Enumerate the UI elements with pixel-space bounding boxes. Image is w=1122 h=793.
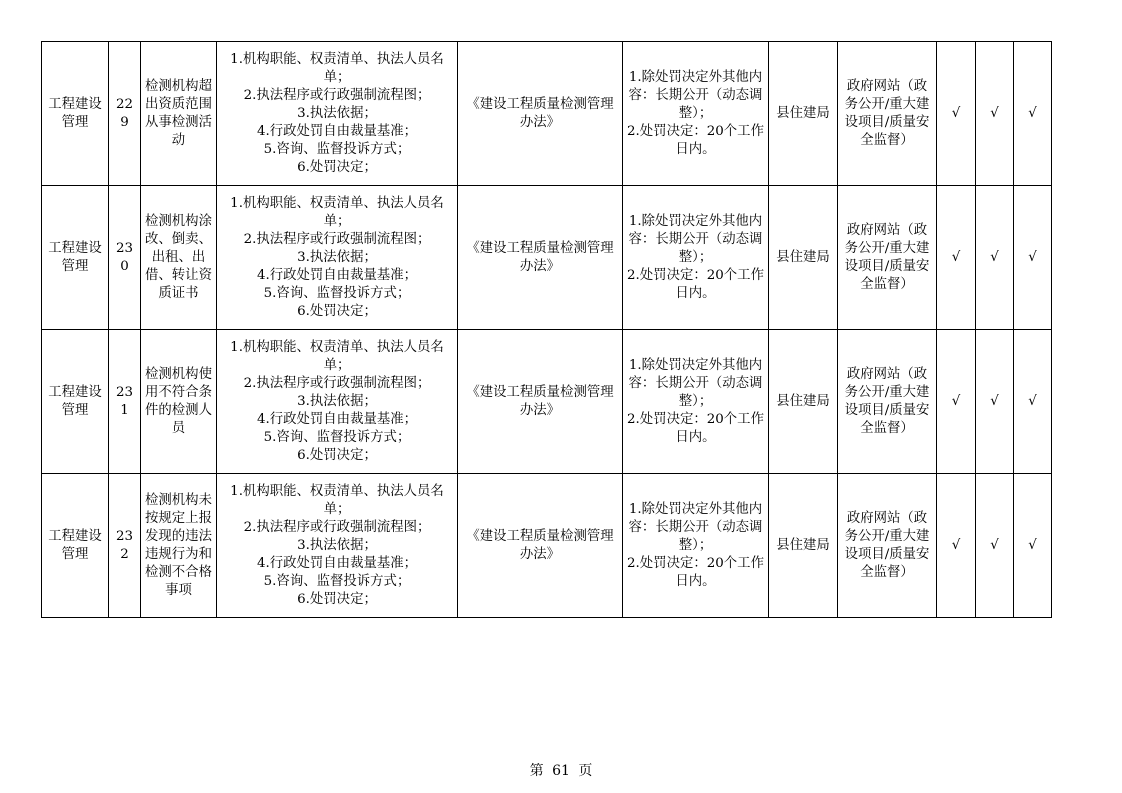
content-cell [217, 42, 458, 186]
check-cell: √ [976, 474, 1014, 618]
content-cell [217, 474, 458, 618]
content-cell [217, 186, 458, 330]
time-line: 1.除处罚决定外其他内容：长期公开（动态调整）； [628, 501, 763, 553]
time-line: 1.除处罚决定外其他内容：长期公开（动态调整）； [628, 69, 763, 121]
category-cell: 工程建设管理 [42, 474, 109, 618]
content-line: 2.执法程序或行政强制流程图； [243, 87, 431, 103]
subject-cell: 县住建局 [769, 186, 838, 330]
content-line: 6.处罚决定； [297, 303, 377, 319]
basis-cell: 《建设工程质量检测管理办法》 [458, 330, 623, 474]
content-line: 5.咨询、监督投诉方式； [263, 429, 411, 445]
page-number [0, 760, 1122, 780]
check-cell: √ [976, 186, 1014, 330]
category-cell: 工程建设管理 [42, 186, 109, 330]
item-cell: 检测机构涂改、倒卖、出租、出借、转让资质证书 [141, 186, 217, 330]
category-cell: 工程建设管理 [42, 330, 109, 474]
content-cell [217, 330, 458, 474]
time-line: 1.除处罚决定外其他内容：长期公开（动态调整）； [628, 213, 763, 265]
content-line: 4.行政处罚自由裁量基准； [256, 267, 418, 283]
check-cell: √ [976, 42, 1014, 186]
number-cell: 231 [109, 330, 141, 474]
category-cell: 工程建设管理 [42, 42, 109, 186]
table-row [42, 474, 1052, 618]
content-line: 1.机构职能、权责清单、执法人员名单； [230, 339, 444, 373]
channel-cell: 政府网站（政务公开/重大建设项目/质量安全监督） [838, 330, 937, 474]
content-line: 3.执法依据； [297, 393, 377, 409]
content-line: 4.行政处罚自由裁量基准； [256, 555, 418, 571]
time-cell [623, 186, 769, 330]
time-line: 2.处罚决定：20个工作日内。 [627, 123, 764, 157]
time-line: 2.处罚决定：20个工作日内。 [627, 411, 764, 445]
page-number-value: 61 [552, 763, 570, 779]
check-cell: √ [1014, 474, 1052, 618]
number-cell: 230 [109, 186, 141, 330]
content-line: 3.执法依据； [297, 537, 377, 553]
content-line: 5.咨询、监督投诉方式； [263, 285, 411, 301]
time-cell [623, 474, 769, 618]
time-line: 1.除处罚决定外其他内容：长期公开（动态调整）； [628, 357, 763, 409]
content-line: 6.处罚决定； [297, 159, 377, 175]
content-line: 4.行政处罚自由裁量基准； [256, 123, 418, 139]
time-line: 2.处罚决定：20个工作日内。 [627, 555, 764, 589]
table-row [42, 330, 1052, 474]
basis-cell: 《建设工程质量检测管理办法》 [458, 186, 623, 330]
content-line: 2.执法程序或行政强制流程图； [243, 231, 431, 247]
check-cell: √ [1014, 330, 1052, 474]
table-row [42, 186, 1052, 330]
time-line: 2.处罚决定：20个工作日内。 [627, 267, 764, 301]
basis-cell: 《建设工程质量检测管理办法》 [458, 474, 623, 618]
channel-cell: 政府网站（政务公开/重大建设项目/质量安全监督） [838, 186, 937, 330]
content-line: 2.执法程序或行政强制流程图； [243, 519, 431, 535]
check-cell: √ [937, 42, 976, 186]
item-cell: 检测机构未按规定上报发现的违法违规行为和检测不合格事项 [141, 474, 217, 618]
channel-cell: 政府网站（政务公开/重大建设项目/质量安全监督） [838, 42, 937, 186]
subject-cell: 县住建局 [769, 474, 838, 618]
page-number-suffix: 页 [578, 763, 593, 779]
disclosure-table [41, 41, 1052, 618]
content-line: 3.执法依据； [297, 105, 377, 121]
number-cell: 229 [109, 42, 141, 186]
channel-cell: 政府网站（政务公开/重大建设项目/质量安全监督） [838, 474, 937, 618]
time-cell [623, 42, 769, 186]
subject-cell: 县住建局 [769, 330, 838, 474]
content-line: 5.咨询、监督投诉方式； [263, 573, 411, 589]
check-cell: √ [937, 474, 976, 618]
check-cell: √ [937, 330, 976, 474]
time-cell [623, 330, 769, 474]
check-cell: √ [1014, 42, 1052, 186]
content-line: 6.处罚决定； [297, 447, 377, 463]
content-line: 1.机构职能、权责清单、执法人员名单； [230, 195, 444, 229]
content-line: 3.执法依据； [297, 249, 377, 265]
item-cell: 检测机构超出资质范围从事检测活动 [141, 42, 217, 186]
number-cell: 232 [109, 474, 141, 618]
content-line: 6.处罚决定； [297, 591, 377, 607]
content-line: 1.机构职能、权责清单、执法人员名单； [230, 51, 444, 85]
check-cell: √ [976, 330, 1014, 474]
content-line: 4.行政处罚自由裁量基准； [256, 411, 418, 427]
page-number-prefix: 第 [529, 763, 544, 779]
table-row [42, 42, 1052, 186]
check-cell: √ [937, 186, 976, 330]
subject-cell: 县住建局 [769, 42, 838, 186]
item-cell: 检测机构使用不符合条件的检测人员 [141, 330, 217, 474]
content-line: 2.执法程序或行政强制流程图； [243, 375, 431, 391]
content-line: 1.机构职能、权责清单、执法人员名单； [230, 483, 444, 517]
content-line: 5.咨询、监督投诉方式； [263, 141, 411, 157]
basis-cell: 《建设工程质量检测管理办法》 [458, 42, 623, 186]
check-cell: √ [1014, 186, 1052, 330]
